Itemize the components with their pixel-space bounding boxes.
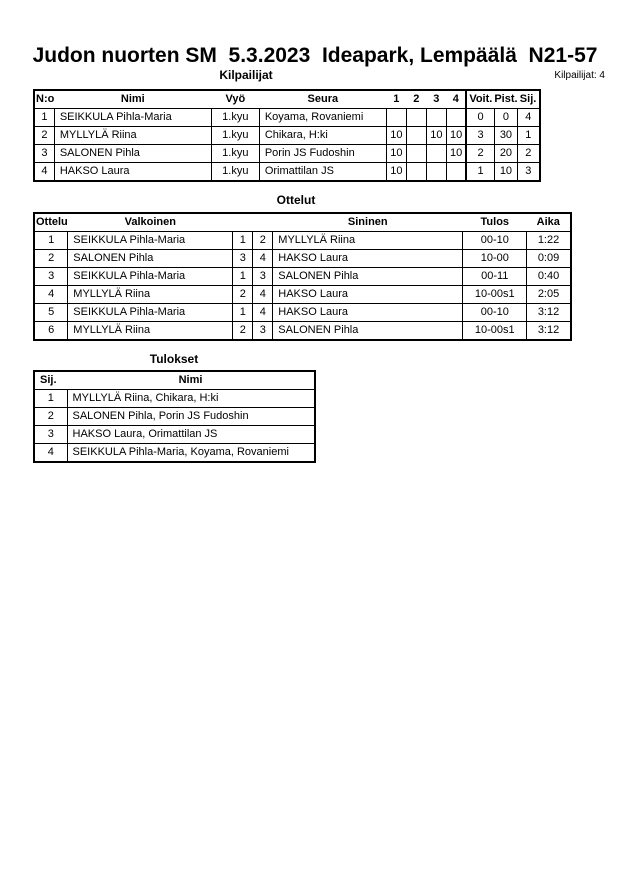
cell-match-no: 2 bbox=[34, 250, 68, 268]
col-header-vyo: Vyö bbox=[211, 90, 259, 109]
cell-score-4 bbox=[446, 109, 466, 127]
cell-score-2 bbox=[406, 127, 426, 145]
cell-blue-name: HAKSO Laura bbox=[273, 286, 463, 304]
cell-score-4 bbox=[446, 163, 466, 182]
col-header-opp2: 2 bbox=[406, 90, 426, 109]
cell-no: 4 bbox=[34, 163, 54, 182]
match-row bbox=[34, 286, 571, 304]
col-header-ottelu: Ottelu bbox=[34, 213, 68, 232]
cell-match-no: 1 bbox=[34, 232, 68, 250]
col-header-opp3: 3 bbox=[426, 90, 446, 109]
cell-aika: 0:09 bbox=[527, 250, 571, 268]
cell-white-num: 1 bbox=[233, 232, 253, 250]
cell-match-no: 5 bbox=[34, 304, 68, 322]
col-header-white-num bbox=[233, 213, 253, 232]
col-header-aika: Aika bbox=[527, 213, 571, 232]
cell-vyo: 1.kyu bbox=[211, 109, 259, 127]
col-header-sij: Sij. bbox=[34, 371, 67, 390]
competitors-header-row bbox=[34, 90, 540, 109]
cell-blue-name: HAKSO Laura bbox=[273, 250, 463, 268]
cell-tulos: 00-10 bbox=[463, 304, 527, 322]
cell-sij: 2 bbox=[518, 145, 540, 163]
cell-nimi: SALONEN Pihla bbox=[54, 145, 211, 163]
cell-seura: Porin JS Fudoshin bbox=[259, 145, 386, 163]
cell-blue-num: 4 bbox=[253, 286, 273, 304]
cell-white-name: MYLLYLÄ Riina bbox=[68, 286, 233, 304]
cell-match-no: 6 bbox=[34, 322, 68, 341]
cell-aika: 2:05 bbox=[527, 286, 571, 304]
cell-white-name: SEIKKULA Pihla-Maria bbox=[68, 232, 233, 250]
cell-white-name: SEIKKULA Pihla-Maria bbox=[68, 268, 233, 286]
cell-white-name: SEIKKULA Pihla-Maria bbox=[68, 304, 233, 322]
cell-blue-name: SALONEN Pihla bbox=[273, 268, 463, 286]
col-header-valkoinen: Valkoinen bbox=[68, 213, 233, 232]
match-row bbox=[34, 268, 571, 286]
cell-score-3 bbox=[426, 145, 446, 163]
matches-table bbox=[33, 212, 572, 341]
cell-score-1 bbox=[386, 109, 406, 127]
cell-vyo: 1.kyu bbox=[211, 163, 259, 182]
match-row bbox=[34, 232, 571, 250]
cell-voit: 2 bbox=[466, 145, 494, 163]
match-row bbox=[34, 304, 571, 322]
cell-white-name: MYLLYLÄ Riina bbox=[68, 322, 233, 341]
cell-blue-num: 4 bbox=[253, 250, 273, 268]
col-header-opp4: 4 bbox=[446, 90, 466, 109]
cell-seura: Orimattilan JS bbox=[259, 163, 386, 182]
cell-sij: 2 bbox=[34, 408, 67, 426]
cell-seura: Koyama, Rovaniemi bbox=[259, 109, 386, 127]
cell-aika: 3:12 bbox=[527, 304, 571, 322]
cell-tulos: 10-00 bbox=[463, 250, 527, 268]
cell-nimi: HAKSO Laura bbox=[54, 163, 211, 182]
col-header-blue-num bbox=[253, 213, 273, 232]
cell-seura: Chikara, H:ki bbox=[259, 127, 386, 145]
results-section-title: Tulokset bbox=[149, 352, 199, 366]
col-header-nimi: Nimi bbox=[54, 90, 211, 109]
cell-blue-name: MYLLYLÄ Riina bbox=[273, 232, 463, 250]
cell-sij: 3 bbox=[34, 426, 67, 444]
cell-blue-num: 4 bbox=[253, 304, 273, 322]
cell-blue-name: SALONEN Pihla bbox=[273, 322, 463, 341]
cell-match-no: 4 bbox=[34, 286, 68, 304]
competitor-row bbox=[34, 163, 540, 182]
cell-voit: 1 bbox=[466, 163, 494, 182]
page-title: Judon nuorten SM 5.3.2023 Ideapark, Lempäälä N21-57 bbox=[32, 44, 598, 67]
competitors-section-title: Kilpailijat bbox=[219, 68, 273, 82]
cell-nimi: MYLLYLÄ Riina bbox=[54, 127, 211, 145]
matches-section-title: Ottelut bbox=[276, 193, 316, 207]
cell-score-3: 10 bbox=[426, 127, 446, 145]
cell-nimi: SEIKKULA Pihla-Maria bbox=[54, 109, 211, 127]
results-header-row bbox=[34, 371, 315, 390]
cell-nimi: HAKSO Laura, Orimattilan JS bbox=[67, 426, 315, 444]
result-row bbox=[34, 444, 315, 463]
cell-pist: 20 bbox=[494, 145, 517, 163]
cell-blue-num: 3 bbox=[253, 322, 273, 341]
cell-score-2 bbox=[406, 109, 426, 127]
cell-score-4: 10 bbox=[446, 127, 466, 145]
cell-sij: 4 bbox=[34, 444, 67, 463]
competitors-table bbox=[33, 89, 541, 182]
col-header-sij: Sij. bbox=[518, 90, 540, 109]
cell-blue-num: 2 bbox=[253, 232, 273, 250]
cell-white-name: SALONEN Pihla bbox=[68, 250, 233, 268]
cell-white-num: 1 bbox=[233, 304, 253, 322]
col-header-no: N:o bbox=[34, 90, 54, 109]
cell-pist: 0 bbox=[494, 109, 517, 127]
cell-pist: 10 bbox=[494, 163, 517, 182]
cell-sij: 1 bbox=[34, 390, 67, 408]
cell-tulos: 00-11 bbox=[463, 268, 527, 286]
cell-sij: 3 bbox=[518, 163, 540, 182]
cell-no: 1 bbox=[34, 109, 54, 127]
cell-vyo: 1.kyu bbox=[211, 127, 259, 145]
cell-no: 3 bbox=[34, 145, 54, 163]
cell-aika: 0:40 bbox=[527, 268, 571, 286]
col-header-pist: Pist. bbox=[494, 90, 517, 109]
competitor-row bbox=[34, 127, 540, 145]
results-table bbox=[33, 370, 316, 463]
cell-blue-num: 3 bbox=[253, 268, 273, 286]
cell-score-2 bbox=[406, 163, 426, 182]
cell-nimi: MYLLYLÄ Riina, Chikara, H:ki bbox=[67, 390, 315, 408]
cell-vyo: 1.kyu bbox=[211, 145, 259, 163]
match-row bbox=[34, 250, 571, 268]
match-row bbox=[34, 322, 571, 341]
result-row bbox=[34, 408, 315, 426]
col-header-tulos: Tulos bbox=[463, 213, 527, 232]
cell-no: 2 bbox=[34, 127, 54, 145]
cell-white-num: 2 bbox=[233, 286, 253, 304]
cell-aika: 1:22 bbox=[527, 232, 571, 250]
cell-score-3 bbox=[426, 109, 446, 127]
cell-score-1: 10 bbox=[386, 163, 406, 182]
cell-nimi: SALONEN Pihla, Porin JS Fudoshin bbox=[67, 408, 315, 426]
result-row bbox=[34, 390, 315, 408]
cell-white-num: 1 bbox=[233, 268, 253, 286]
competitor-row bbox=[34, 145, 540, 163]
cell-sij: 1 bbox=[518, 127, 540, 145]
cell-blue-name: HAKSO Laura bbox=[273, 304, 463, 322]
cell-score-4: 10 bbox=[446, 145, 466, 163]
cell-score-1: 10 bbox=[386, 145, 406, 163]
cell-white-num: 3 bbox=[233, 250, 253, 268]
cell-nimi: SEIKKULA Pihla-Maria, Koyama, Rovaniemi bbox=[67, 444, 315, 463]
cell-tulos: 10-00s1 bbox=[463, 286, 527, 304]
result-row bbox=[34, 426, 315, 444]
cell-tulos: 10-00s1 bbox=[463, 322, 527, 341]
competitor-row bbox=[34, 109, 540, 127]
cell-sij: 4 bbox=[518, 109, 540, 127]
col-header-sininen: Sininen bbox=[273, 213, 463, 232]
cell-white-num: 2 bbox=[233, 322, 253, 341]
col-header-voit: Voit. bbox=[466, 90, 494, 109]
cell-aika: 3:12 bbox=[527, 322, 571, 341]
cell-score-1: 10 bbox=[386, 127, 406, 145]
cell-score-2 bbox=[406, 145, 426, 163]
competitors-count: Kilpailijat: 4 bbox=[554, 70, 605, 81]
cell-voit: 0 bbox=[466, 109, 494, 127]
cell-tulos: 00-10 bbox=[463, 232, 527, 250]
col-header-seura: Seura bbox=[259, 90, 386, 109]
cell-match-no: 3 bbox=[34, 268, 68, 286]
matches-header-row bbox=[34, 213, 571, 232]
col-header-opp1: 1 bbox=[386, 90, 406, 109]
cell-pist: 30 bbox=[494, 127, 517, 145]
cell-voit: 3 bbox=[466, 127, 494, 145]
cell-score-3 bbox=[426, 163, 446, 182]
col-header-nimi: Nimi bbox=[67, 371, 315, 390]
